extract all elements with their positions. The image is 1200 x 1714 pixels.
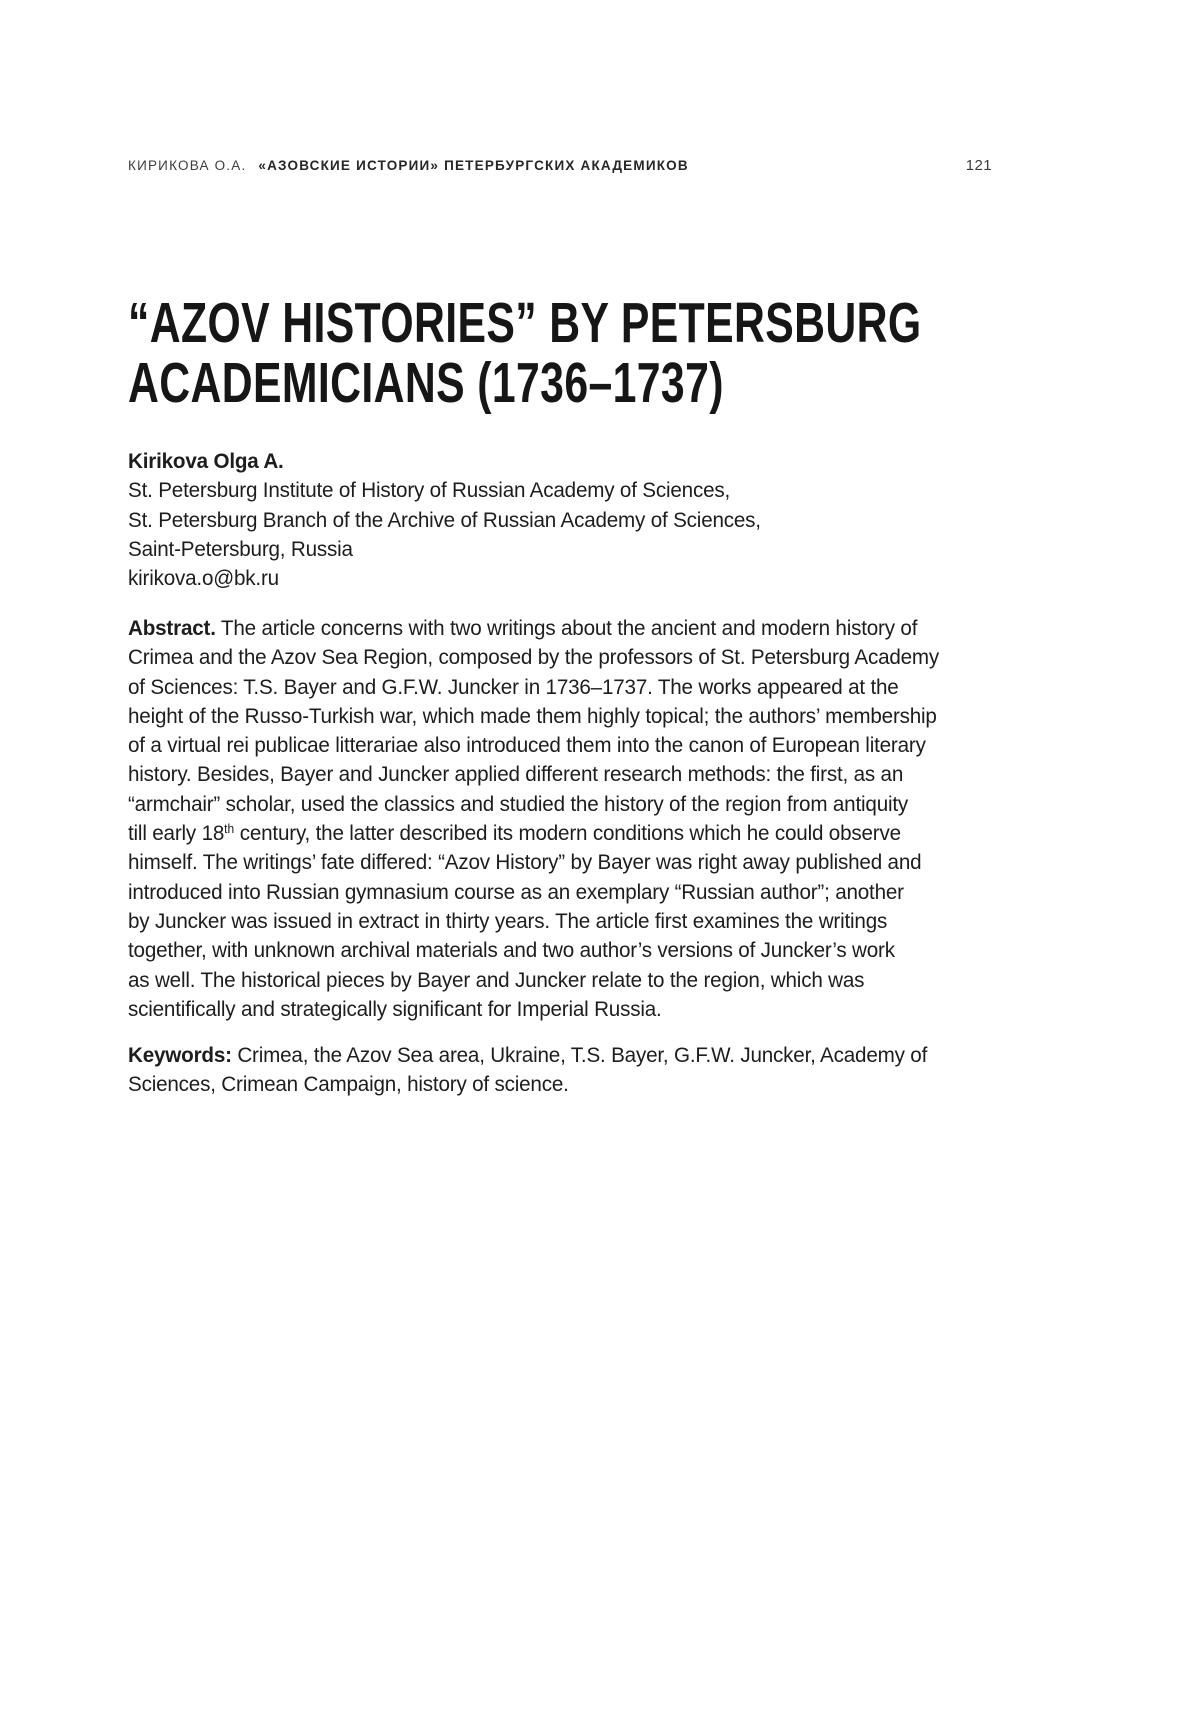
text-segment: together, with unknown archival materials and two author’s versions of Juncker’s work: [128, 938, 895, 963]
abstract-line: [128, 673, 939, 702]
abstract-line: [128, 936, 939, 965]
header-article-ref: «АЗОВСКИЕ ИСТОРИИ» ПЕТЕРБУРГСКИХ АКАДЕМИКОВ: [258, 158, 689, 173]
article-title: [128, 293, 922, 413]
running-header-text: [128, 158, 689, 173]
abstract-line: [128, 995, 939, 1024]
text-segment: scientifically and strategically significant for Imperial Russia.: [128, 996, 662, 1021]
text-segment: of Sciences: T.S. Bayer and G.F.W. Juncker in 1736–1737. The works appeared at the: [128, 674, 899, 699]
text-segment: “armchair” scholar, used the classics and studied the history of the region from antiquity: [128, 791, 909, 816]
article-title-line-2: ACADEMICIANS (1736–1737): [128, 351, 724, 415]
text-segment: century, the latter described its modern conditions which he could observe: [234, 821, 901, 846]
text-segment: height of the Russo-Turkish war, which made them highly topical; the authors’ membership: [128, 703, 937, 728]
abstract-line: [128, 643, 939, 672]
article-title-line-1: “AZOV HISTORIES” BY PETERSBURG: [128, 291, 922, 355]
keywords-label: Keywords:: [128, 1043, 232, 1067]
abstract-line: [128, 702, 939, 731]
text-segment: introduced into Russian gymnasium course as an exemplary “Russian author”; another: [128, 879, 904, 904]
header-author-ref: КИРИКОВА О.А.: [128, 158, 247, 173]
page-number: 121: [965, 157, 992, 174]
text-segment: himself. The writings’ fate differed: “Azov History” by Bayer was right away published and: [128, 850, 922, 875]
text-segment: history. Besides, Bayer and Juncker applied different research methods: the first, as an: [128, 762, 904, 787]
text-segment: of a virtual rei publicae litterariae also introduced them into the canon of European literary: [128, 733, 926, 758]
text-segment: till early 18: [128, 821, 225, 846]
running-header: [128, 157, 992, 174]
text-segment: The article concerns with two writings about the ancient and modern history of: [215, 616, 918, 640]
abstract-line: [128, 966, 939, 995]
abstract-line: [128, 878, 939, 907]
keywords-line: [128, 1070, 927, 1099]
abstract-line: [128, 614, 939, 643]
affiliation-line: St. Petersburg Institute of History of Russian Academy of Sciences,: [128, 478, 731, 503]
text-segment: by Juncker was issued in extract in thirty years. The article first examines the writings: [128, 908, 888, 933]
abstract-section: [128, 614, 939, 1024]
keywords-line: [128, 1041, 927, 1070]
superscript-segment: th: [224, 822, 235, 837]
affiliation-line: St. Petersburg Branch of the Archive of Russian Academy of Sciences,: [128, 507, 761, 532]
author-email: kirikova.o@bk.ru: [128, 566, 279, 591]
text-segment: Sciences, Crimean Campaign, history of science.: [128, 1072, 569, 1097]
abstract-line: [128, 848, 939, 877]
abstract-label: Abstract.: [128, 616, 216, 640]
text-segment: as well. The historical pieces by Bayer and Juncker relate to the region, which was: [128, 967, 865, 992]
abstract-line: [128, 760, 939, 789]
keywords-section: [128, 1041, 927, 1100]
author-name: Kirikova Olga A.: [128, 449, 284, 473]
affiliation-line: Saint-Petersburg, Russia: [128, 536, 353, 561]
abstract-line: [128, 731, 939, 760]
text-segment: Crimea, the Azov Sea area, Ukraine, T.S. Bayer, G.F.W. Juncker, Academy of: [231, 1043, 928, 1067]
text-segment: Crimea and the Azov Sea Region, composed by the professors of St. Petersburg Academy: [128, 645, 940, 670]
abstract-line: [128, 819, 939, 848]
abstract-line: [128, 907, 939, 936]
abstract-line: [128, 790, 939, 819]
author-block: [128, 447, 761, 593]
